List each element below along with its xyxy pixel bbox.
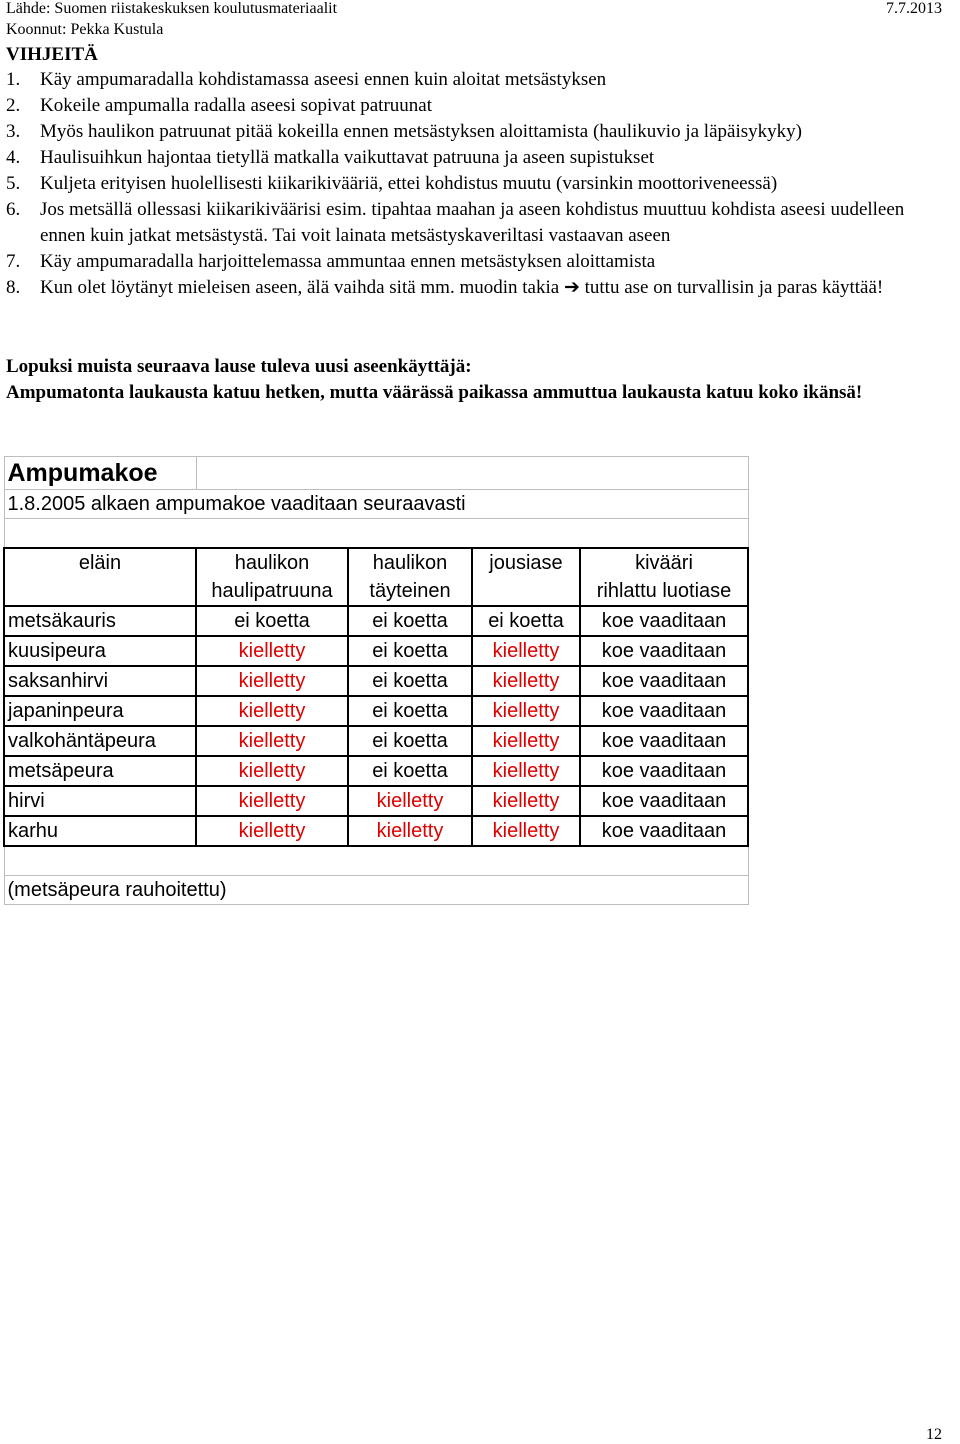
closing-quote bbox=[6, 354, 951, 406]
rifle-cell: koe vaaditaan bbox=[580, 696, 748, 726]
column-header: haulikon bbox=[348, 548, 472, 577]
table-row bbox=[4, 696, 748, 726]
tip-number: 3. bbox=[6, 121, 21, 142]
compiled-by: Koonnut: Pekka Kustula bbox=[6, 21, 164, 38]
shotgun-cell: ei koetta bbox=[196, 606, 348, 636]
column-header: kivääri bbox=[580, 548, 748, 577]
bow-cell: kielletty bbox=[472, 756, 580, 786]
rifle-cell: koe vaaditaan bbox=[580, 636, 748, 666]
column-subheader bbox=[472, 577, 580, 606]
tips-title: VIHJEITÄ bbox=[6, 44, 98, 65]
bow-cell: ei koetta bbox=[472, 606, 580, 636]
animal-cell: metsäkauris bbox=[4, 606, 196, 636]
tip-text: Jos metsällä ollessasi kiikarikiväärisi esim. tipahtaa maahan ja aseen kohdistus muuttuu kohdista aseesi uudelleen ennen kuin jatkat metsästystä. Tai voit lainata metsästyskaveriltasi vastaavan aseen bbox=[40, 199, 905, 246]
shotgun-cell: kielletty bbox=[196, 756, 348, 786]
slug-cell: kielletty bbox=[348, 816, 472, 846]
list-item bbox=[6, 197, 946, 249]
animal-cell: karhu bbox=[4, 816, 196, 846]
table-row bbox=[4, 756, 748, 786]
bow-cell: kielletty bbox=[472, 636, 580, 666]
shooting-test-table bbox=[3, 456, 749, 905]
table-header-row bbox=[4, 577, 748, 606]
list-item bbox=[6, 145, 946, 171]
column-header: haulikon bbox=[196, 548, 348, 577]
list-item bbox=[6, 119, 946, 145]
page-number: 12 bbox=[926, 1426, 942, 1443]
animal-cell: valkohäntäpeura bbox=[4, 726, 196, 756]
bow-cell: kielletty bbox=[472, 816, 580, 846]
section-subtitle: 1.8.2005 alkaen ampumakoe vaaditaan seuraavasti bbox=[4, 490, 748, 519]
rifle-cell: koe vaaditaan bbox=[580, 606, 748, 636]
table-row bbox=[4, 606, 748, 636]
list-item bbox=[6, 249, 946, 275]
footnote: (metsäpeura rauhoitettu) bbox=[4, 876, 748, 905]
table-row bbox=[4, 636, 748, 666]
list-item bbox=[6, 67, 946, 93]
tip-number: 6. bbox=[6, 199, 21, 220]
animal-cell: metsäpeura bbox=[4, 756, 196, 786]
header-date: 7.7.2013 bbox=[886, 0, 942, 17]
tips-list bbox=[6, 67, 946, 301]
list-item bbox=[6, 275, 946, 301]
shotgun-cell: kielletty bbox=[196, 696, 348, 726]
column-subheader: haulipatruuna bbox=[196, 577, 348, 606]
tip-number: 8. bbox=[6, 277, 21, 298]
tip-number: 4. bbox=[6, 147, 21, 168]
table-header-row bbox=[4, 548, 748, 577]
closing-intro: Lopuksi muista seuraava lause tuleva uusi aseenkäyttäjä: bbox=[6, 356, 472, 377]
source-text: Lähde: Suomen riistakeskuksen koulutusmateriaalit bbox=[6, 0, 338, 17]
slug-cell: kielletty bbox=[348, 786, 472, 816]
slug-cell: ei koetta bbox=[348, 666, 472, 696]
slug-cell: ei koetta bbox=[348, 726, 472, 756]
tip-text: Kuljeta erityisen huolellisesti kiikarikivääriä, ettei kohdistus muutu (varsinkin moottoriveneessä) bbox=[40, 173, 778, 194]
list-item bbox=[6, 93, 946, 119]
shooting-test-section bbox=[3, 456, 749, 905]
tip-number: 1. bbox=[6, 69, 21, 90]
page-header bbox=[6, 0, 942, 18]
table-row bbox=[4, 786, 748, 816]
tip-text: Kokeile ampumalla radalla aseesi sopivat patruunat bbox=[40, 95, 432, 116]
tip-text: Haulisuihkun hajontaa tietyllä matkalla vaikuttavat patruuna ja aseen supistukset bbox=[40, 147, 655, 168]
bow-cell: kielletty bbox=[472, 786, 580, 816]
column-subheader: täyteinen bbox=[348, 577, 472, 606]
slug-cell: ei koetta bbox=[348, 756, 472, 786]
bow-cell: kielletty bbox=[472, 726, 580, 756]
section-title: Ampumakoe bbox=[4, 457, 196, 490]
tip-number: 2. bbox=[6, 95, 21, 116]
rifle-cell: koe vaaditaan bbox=[580, 816, 748, 846]
tip-text: Käy ampumaradalla kohdistamassa aseesi ennen kuin aloitat metsästyksen bbox=[40, 69, 607, 90]
shotgun-cell: kielletty bbox=[196, 666, 348, 696]
slug-cell: ei koetta bbox=[348, 636, 472, 666]
column-subheader bbox=[4, 577, 196, 606]
table-row bbox=[4, 816, 748, 846]
shotgun-cell: kielletty bbox=[196, 816, 348, 846]
rifle-cell: koe vaaditaan bbox=[580, 666, 748, 696]
rifle-cell: koe vaaditaan bbox=[580, 786, 748, 816]
tip-number: 5. bbox=[6, 173, 21, 194]
slug-cell: ei koetta bbox=[348, 606, 472, 636]
shotgun-cell: kielletty bbox=[196, 636, 348, 666]
bow-cell: kielletty bbox=[472, 696, 580, 726]
column-subheader: rihlattu luotiase bbox=[580, 577, 748, 606]
tip-number: 7. bbox=[6, 251, 21, 272]
column-header: eläin bbox=[4, 548, 196, 577]
rifle-cell: koe vaaditaan bbox=[580, 726, 748, 756]
table-row bbox=[4, 666, 748, 696]
animal-cell: hirvi bbox=[4, 786, 196, 816]
shotgun-cell: kielletty bbox=[196, 786, 348, 816]
column-header: jousiase bbox=[472, 548, 580, 577]
table-row bbox=[4, 726, 748, 756]
tip-text: Myös haulikon patruunat pitää kokeilla ennen metsästyksen aloittamista (haulikuvio ja läpäisykyky) bbox=[40, 121, 802, 142]
closing-saying: Ampumatonta laukausta katuu hetken, mutta väärässä paikassa ammuttua laukausta katuu koko ikänsä! bbox=[6, 382, 863, 403]
animal-cell: saksanhirvi bbox=[4, 666, 196, 696]
list-item bbox=[6, 171, 946, 197]
rifle-cell: koe vaaditaan bbox=[580, 756, 748, 786]
bow-cell: kielletty bbox=[472, 666, 580, 696]
shotgun-cell: kielletty bbox=[196, 726, 348, 756]
animal-cell: japaninpeura bbox=[4, 696, 196, 726]
slug-cell: ei koetta bbox=[348, 696, 472, 726]
tip-text: Käy ampumaradalla harjoittelemassa ammuntaa ennen metsästyksen aloittamista bbox=[40, 251, 656, 272]
animal-cell: kuusipeura bbox=[4, 636, 196, 666]
tip-text: Kun olet löytänyt mieleisen aseen, älä vaihda sitä mm. muodin takia ➔ tuttu ase on turvallisin ja paras käyttää! bbox=[40, 277, 884, 298]
